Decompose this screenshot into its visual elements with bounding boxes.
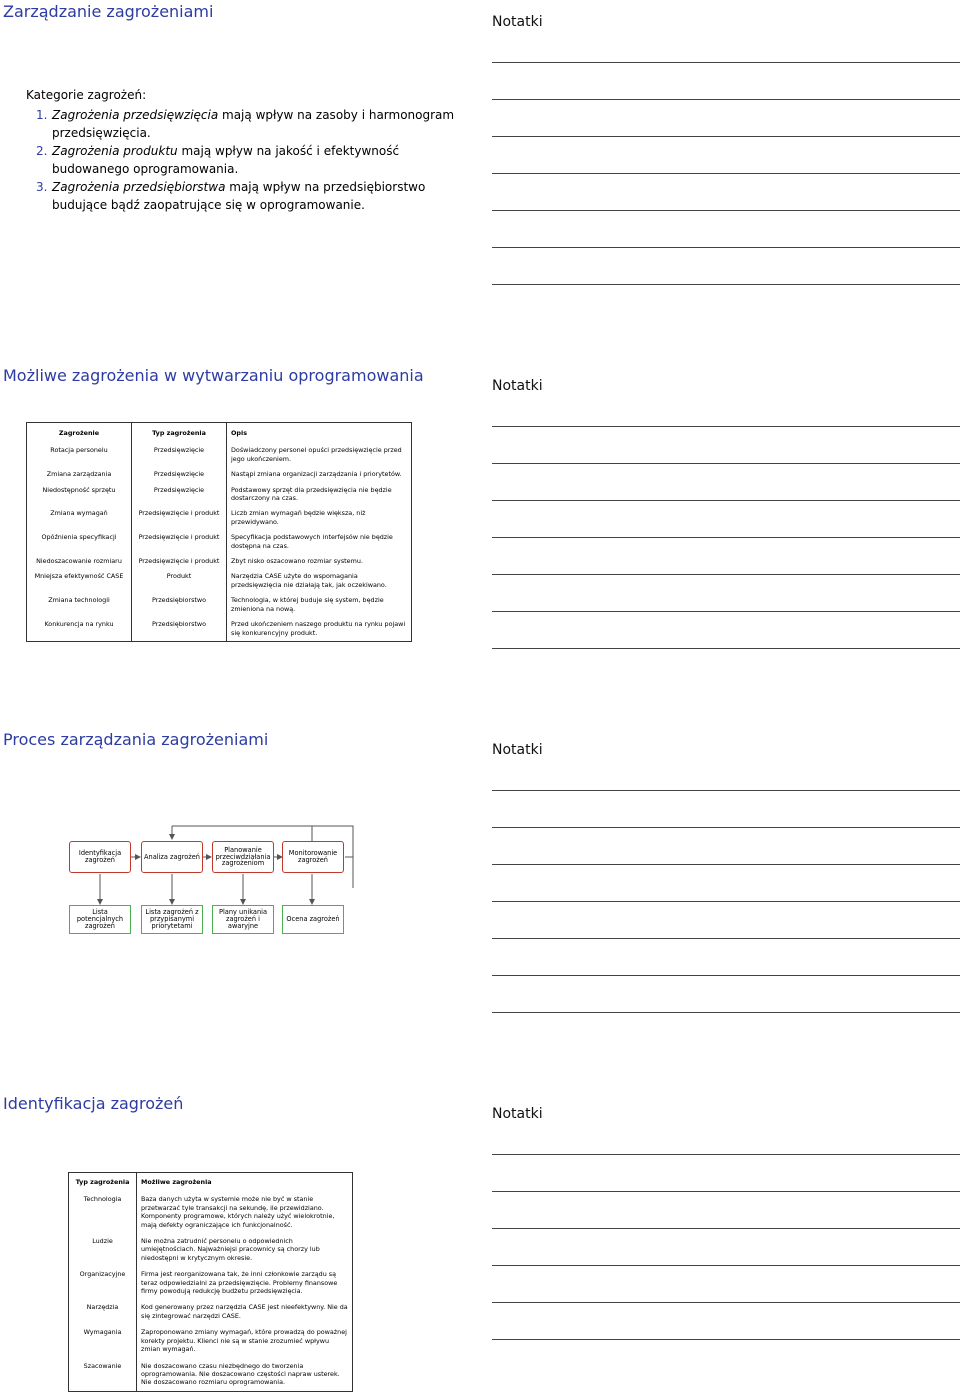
type-cell: Przedsięwzięcie	[132, 483, 227, 507]
table-row	[27, 554, 412, 569]
process-step-identification	[69, 841, 131, 873]
column-header: Opis	[231, 429, 248, 437]
note-line	[492, 1191, 960, 1192]
step-label: Monitorowanie zagrożeń	[288, 849, 338, 864]
note-line	[492, 1012, 960, 1013]
table-row	[27, 506, 412, 530]
process-step-monitoring	[282, 841, 344, 873]
slide-risk-process	[0, 728, 960, 1092]
item-text: mają wpływ na przedsiębiorstwo budujące bądź zaopatrujące się w oprogramowanie.	[52, 180, 426, 212]
step-label: Planowanie przeciwdziałania zagrożeniom	[215, 845, 271, 868]
table-row	[27, 593, 412, 617]
slide-risk-management	[0, 0, 960, 364]
type-cell: Przedsięwzięcie i produkt	[132, 554, 227, 569]
output-label: Ocena zagrożeń	[286, 915, 340, 924]
note-line	[492, 611, 960, 612]
risks-cell: Kod generowany przez narzędzia CASE jest nieefektywny. Nie da się zintegrować narzędzi CASE.	[141, 1303, 348, 1320]
item-term: Zagrożenia przedsięwzięcia	[52, 108, 219, 122]
note-line	[492, 1265, 960, 1266]
list-item	[36, 142, 456, 178]
type-cell: Przedsięwzięcie	[132, 467, 227, 482]
table-row	[69, 1324, 353, 1357]
risks-cell: Baza danych użyta w systemie może nie być w stanie przetwarzać tyle transakcji na sekundę, ile przewidziano. Komponenty programowe, których należy użyć wielokrotnie, mają defekty ograniczające ich funkcjonalność.	[141, 1195, 335, 1229]
note-line	[492, 1339, 960, 1340]
step-label: Analiza zagrożeń	[144, 852, 200, 861]
note-line	[492, 827, 960, 828]
risk-cell: Zmiana technologii	[27, 593, 132, 617]
table-row	[27, 617, 412, 641]
item-term: Zagrożenia produktu	[52, 144, 178, 158]
process-step-analysis	[141, 841, 203, 873]
risk-cell: Zmiana wymagań	[27, 506, 132, 530]
type-cell: Przedsięwzięcie i produkt	[132, 506, 227, 530]
description-cell: Specyfikacja podstawowych interfejsów nie będzie dostępna na czas.	[231, 533, 393, 550]
column-header: Typ zagrożenia	[132, 423, 227, 444]
note-line	[492, 500, 960, 501]
note-line	[492, 136, 960, 137]
type-cell: Przedsiębiorstwo	[132, 617, 227, 641]
table-row	[69, 1266, 353, 1299]
risk-cell: Mniejsza efektywność CASE	[27, 569, 132, 593]
type-cell: Ludzie	[69, 1233, 137, 1266]
description-cell: Doświadczony personel opuści przedsięwzięcie przed jego ukończeniem.	[231, 446, 402, 463]
output-risk-list	[69, 905, 131, 934]
table-row	[27, 569, 412, 593]
table-header-row	[69, 1173, 353, 1192]
slide-title: Możliwe zagrożenia w wytwarzaniu oprogramowania	[3, 366, 424, 385]
process-diagram	[0, 728, 480, 1092]
slide-possible-risks	[0, 364, 960, 728]
note-line	[492, 426, 960, 427]
process-step-planning	[212, 841, 274, 873]
table-row	[69, 1191, 353, 1233]
risks-table	[26, 422, 412, 642]
notes-label: Notatki	[492, 1106, 543, 1122]
table-row	[27, 483, 412, 507]
type-cell: Wymagania	[69, 1324, 137, 1357]
note-line	[492, 975, 960, 976]
output-prioritized-list	[141, 905, 203, 934]
notes-label: Notatki	[492, 378, 543, 394]
note-line	[492, 210, 960, 211]
description-cell: Zbyt nisko oszacowano rozmiar systemu.	[231, 557, 363, 566]
note-line	[492, 790, 960, 791]
risk-identification-table	[68, 1172, 353, 1392]
risk-cell: Zmiana zarządzania	[27, 467, 132, 482]
item-text: mają wpływ na zasoby i harmonogram przedsięwzięcia.	[52, 108, 455, 140]
risks-cell: Nie można zatrudnić personelu o odpowiednich umiejętnościach. Najważniejsi pracownicy są chorzy lub niedostępni w krytycznym okresie.	[141, 1237, 320, 1262]
note-line	[492, 62, 960, 63]
note-line	[492, 99, 960, 100]
column-header: Zagrożenie	[27, 423, 132, 444]
note-line	[492, 1154, 960, 1155]
type-cell: Przedsięwzięcie	[132, 443, 227, 467]
notes-label: Notatki	[492, 742, 543, 758]
note-line	[492, 173, 960, 174]
note-line	[492, 901, 960, 902]
description-cell: Liczb zmian wymagań będzie większa, niż przewidywano.	[231, 509, 366, 526]
output-label: Lista zagrożeń z przypisanymi priorytetami	[145, 908, 199, 930]
description-cell: Technologia, w której buduje się system, będzie zmieniona na nową.	[231, 596, 384, 613]
note-line	[492, 1302, 960, 1303]
slide-title: Proces zarządzania zagrożeniami	[3, 730, 269, 749]
risk-cell: Rotacja personelu	[27, 443, 132, 467]
table-row	[69, 1358, 353, 1392]
type-cell: Organizacyjne	[69, 1266, 137, 1299]
slide-title: Zarządzanie zagrożeniami	[3, 2, 214, 21]
risks-cell: Zaproponowano zmiany wymagań, które prowadzą do poważnej korekty projektu. Klienci nie są w stanie zrozumieć wpływu zmian wymagań.	[141, 1328, 347, 1354]
table-row	[27, 530, 412, 554]
description-cell: Przed ukończeniem naszego produktu na rynku pojawi się konkurencyjny produkt.	[231, 620, 406, 637]
table-row	[27, 467, 412, 482]
risk-cell: Konkurencja na rynku	[27, 617, 132, 641]
slide-title: Identyfikacja zagrożeń	[3, 1094, 184, 1113]
note-line	[492, 574, 960, 575]
type-cell: Przedsiębiorstwo	[132, 593, 227, 617]
output-plans	[212, 905, 274, 934]
output-label: Plany unikania zagrożeń i awaryjne	[218, 908, 267, 930]
risk-cell: Opóźnienia specyfikacji	[27, 530, 132, 554]
type-cell: Produkt	[132, 569, 227, 593]
type-cell: Narzędzia	[69, 1299, 137, 1324]
slide-risk-identification	[0, 1092, 960, 1387]
note-line	[492, 284, 960, 285]
note-line	[492, 463, 960, 464]
description-cell: Narzędzia CASE użyte do wspomagania przedsięwzięcia nie działają tak, jak oczekiwano.	[231, 572, 387, 589]
type-cell: Szacowanie	[69, 1358, 137, 1392]
item-term: Zagrożenia przedsiębiorstwa	[52, 180, 226, 194]
note-line	[492, 648, 960, 649]
item-number: 2.	[36, 144, 48, 158]
item-text: mają wpływ na jakość i efektywność budowanego oprogramowania.	[52, 144, 400, 176]
column-header: Możliwe zagrożenia	[141, 1178, 212, 1186]
list-item	[36, 178, 456, 214]
table-row	[69, 1299, 353, 1324]
description-cell: Podstawowy sprzęt dla przedsięwzięcia nie będzie dostarczony na czas.	[231, 485, 392, 503]
risks-cell: Firma jest reorganizowana tak, że inni członkowie zarządu są teraz odpowiedzialni za przedsięwzięcie. Problemy finansowe firmy powodują redukcję budżetu przedsięwzięcia.	[141, 1270, 338, 1296]
note-line	[492, 938, 960, 939]
note-line	[492, 537, 960, 538]
description-cell: Nastąpi zmiana organizacji zarządzania i priorytetów.	[231, 470, 402, 479]
table-row	[27, 443, 412, 467]
output-label: Lista potencjalnych zagrożeń	[76, 908, 124, 930]
output-assessment	[282, 905, 344, 934]
risk-cell: Niedoszacowanie rozmiaru	[27, 554, 132, 569]
notes-label: Notatki	[492, 14, 543, 30]
type-cell: Technologia	[69, 1191, 137, 1233]
item-number: 1.	[36, 108, 48, 122]
type-cell: Przedsięwzięcie i produkt	[132, 530, 227, 554]
note-line	[492, 864, 960, 865]
list-item	[36, 106, 456, 142]
risk-cell: Niedostępność sprzętu	[27, 483, 132, 507]
table-row	[69, 1233, 353, 1266]
risks-cell: Nie doszacowano czasu niezbędnego do tworzenia oprogramowania. Nie doszacowano częstości napraw usterek. Nie doszacowano rozmiaru oprogramowania.	[141, 1361, 340, 1387]
table-header-row	[27, 423, 412, 444]
note-line	[492, 247, 960, 248]
item-number: 3.	[36, 180, 48, 194]
categories-heading: Kategorie zagrożeń:	[26, 88, 147, 102]
note-line	[492, 1228, 960, 1229]
column-header: Typ zagrożenia	[69, 1173, 137, 1192]
risk-category-list	[36, 106, 456, 214]
step-label: Identyfikacja zagrożeń	[78, 849, 122, 864]
